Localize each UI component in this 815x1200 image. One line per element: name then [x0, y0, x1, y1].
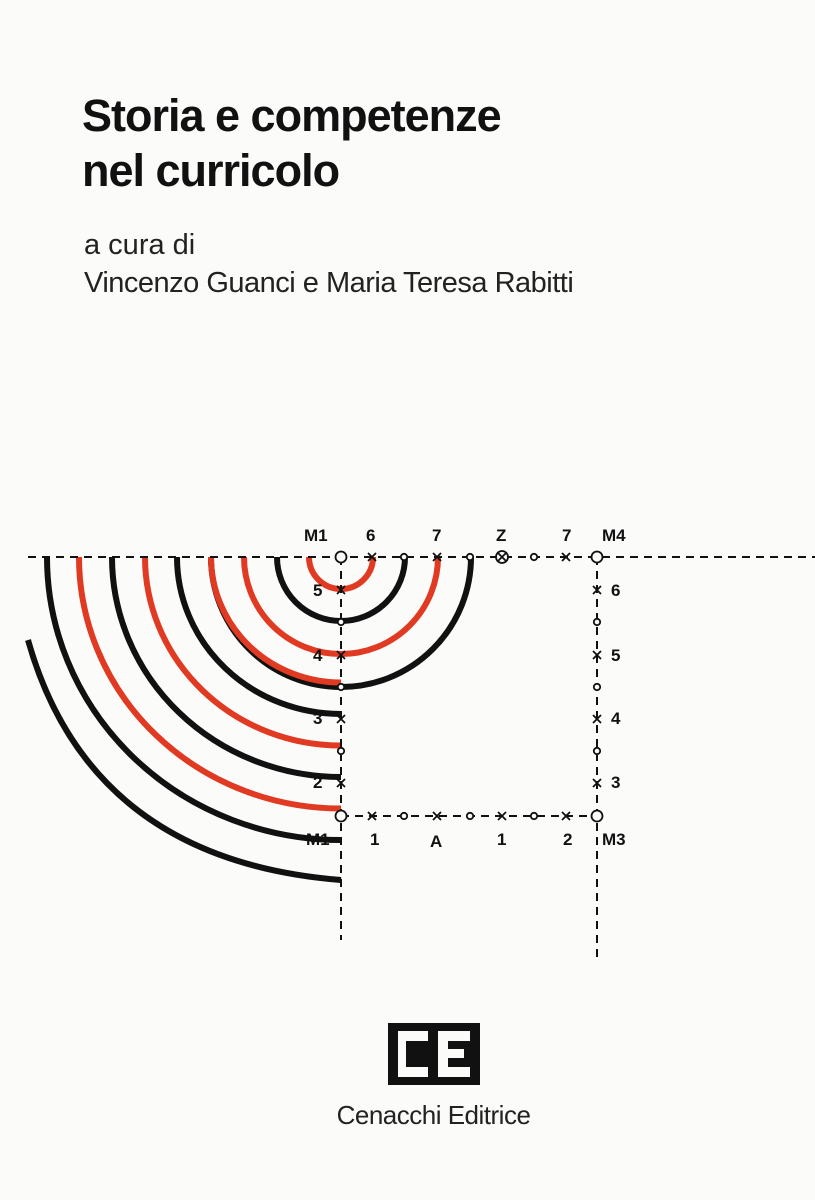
- top-label-z: Z: [496, 526, 507, 545]
- right-labels: [611, 581, 621, 792]
- left-dot: [338, 748, 344, 754]
- top-label-m1: M1: [304, 526, 328, 545]
- node-m1-bottom: [336, 811, 347, 822]
- left-label-5: 5: [313, 581, 323, 600]
- title-line-1: Storia e competenze: [82, 90, 501, 141]
- title-line-2: nel curricolo: [82, 145, 340, 196]
- node-m4: [592, 552, 603, 563]
- right-dot: [594, 748, 600, 754]
- bottom-label-m3: M3: [602, 830, 626, 849]
- bottom-labels: [306, 830, 626, 851]
- top-dot: [467, 554, 473, 560]
- right-label-4: 4: [611, 709, 621, 728]
- bottom-dot: [467, 813, 473, 819]
- top-dot: [401, 554, 407, 560]
- left-label-2: 2: [313, 773, 323, 792]
- ce-logo-icon: [388, 1023, 480, 1085]
- node-m1-top: [336, 552, 347, 563]
- top-dot: [531, 554, 537, 560]
- cover-diagram: [0, 500, 815, 980]
- bottom-label-2: 2: [563, 830, 573, 849]
- right-label-5: 5: [611, 646, 621, 665]
- dashed-lines: [28, 557, 815, 963]
- top-label-m4: M4: [602, 526, 626, 545]
- bottom-dot: [531, 813, 537, 819]
- top-label-7b: 7: [562, 526, 572, 545]
- ce-logo-glyph: [388, 1023, 480, 1085]
- right-label-6: 6: [611, 581, 621, 600]
- editors-names: Vincenzo Guanci e Maria Teresa Rabitti: [84, 267, 574, 299]
- bottom-label-m1: M1: [306, 830, 330, 849]
- bottom-label-1a: 1: [370, 830, 380, 849]
- bottom-label-a: A: [430, 832, 443, 851]
- right-dot: [594, 684, 600, 690]
- top-label-7a: 7: [432, 526, 442, 545]
- top-labels: [304, 526, 626, 545]
- left-dot: [338, 619, 344, 625]
- right-label-3: 3: [611, 773, 621, 792]
- left-label-3: 3: [313, 709, 323, 728]
- top-label-6: 6: [366, 526, 376, 545]
- publisher-name: Cenacchi Editrice: [336, 1100, 531, 1130]
- left-dot: [338, 684, 344, 690]
- bottom-dot: [401, 813, 407, 819]
- bottom-label-1b: 1: [497, 830, 507, 849]
- right-dot: [594, 619, 600, 625]
- node-m3: [592, 811, 603, 822]
- left-label-4: 4: [313, 646, 323, 665]
- concentric-arcs: [28, 557, 471, 880]
- book-title: [82, 88, 501, 198]
- editors-intro: a cura di: [84, 229, 196, 261]
